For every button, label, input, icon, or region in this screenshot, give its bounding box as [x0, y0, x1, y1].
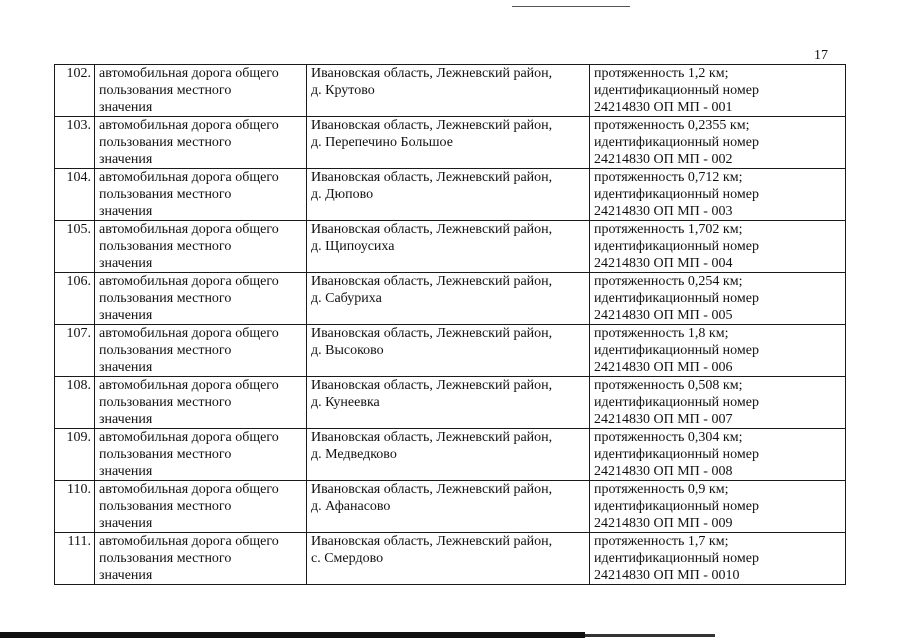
- road-type-line: значения: [99, 100, 153, 115]
- length-line: протяженность 1,702 км;: [594, 222, 743, 237]
- road-type-line: автомобильная дорога общего: [99, 326, 279, 341]
- road-type-cell: [95, 65, 307, 117]
- length-line: протяженность 1,2 км;: [594, 66, 729, 81]
- location-line: Ивановская область, Лежневский район,: [311, 430, 553, 445]
- id-label-line: идентификационный номер: [594, 239, 759, 254]
- location-line: Ивановская область, Лежневский район,: [311, 222, 553, 237]
- road-type-line: значения: [99, 464, 153, 479]
- row-number: 106.: [55, 273, 95, 325]
- details-cell: [590, 533, 846, 585]
- row-number: 109.: [55, 429, 95, 481]
- road-type-cell: [95, 273, 307, 325]
- page-number: 17: [814, 48, 828, 63]
- row-number: 111.: [55, 533, 95, 585]
- id-number-line: 24214830 ОП МП - 002: [594, 152, 733, 167]
- id-number-line: 24214830 ОП МП - 003: [594, 204, 733, 219]
- road-type-line: автомобильная дорога общего: [99, 170, 279, 185]
- road-type-line: значения: [99, 204, 153, 219]
- road-type-line: значения: [99, 360, 153, 375]
- road-type-line: значения: [99, 152, 153, 167]
- road-type-line: пользования местного: [99, 499, 232, 514]
- location-line: Ивановская область, Лежневский район,: [311, 170, 553, 185]
- length-line: протяженность 1,7 км;: [594, 534, 729, 549]
- location-cell: [307, 273, 590, 325]
- location-cell: [307, 221, 590, 273]
- location-line: Ивановская область, Лежневский район,: [311, 274, 553, 289]
- road-type-line: значения: [99, 516, 153, 531]
- road-type-line: пользования местного: [99, 291, 232, 306]
- table-row: [55, 481, 846, 533]
- id-number-line: 24214830 ОП МП - 0010: [594, 568, 740, 583]
- row-number: 103.: [55, 117, 95, 169]
- details-cell: [590, 65, 846, 117]
- road-type-line: автомобильная дорога общего: [99, 378, 279, 393]
- id-number-line: 24214830 ОП МП - 007: [594, 412, 733, 427]
- road-type-line: значения: [99, 256, 153, 271]
- location-cell: [307, 377, 590, 429]
- details-cell: [590, 481, 846, 533]
- location-line: д. Дюпово: [311, 187, 374, 202]
- row-number: 102.: [55, 65, 95, 117]
- table-row: [55, 533, 846, 585]
- location-line: д. Крутово: [311, 83, 375, 98]
- table-row: [55, 221, 846, 273]
- length-line: протяженность 1,8 км;: [594, 326, 729, 341]
- location-line: Ивановская область, Лежневский район,: [311, 326, 553, 341]
- length-line: протяженность 0,712 км;: [594, 170, 743, 185]
- location-cell: [307, 65, 590, 117]
- road-type-line: значения: [99, 568, 153, 583]
- details-cell: [590, 429, 846, 481]
- location-line: с. Смердово: [311, 551, 384, 566]
- row-number: 108.: [55, 377, 95, 429]
- details-cell: [590, 377, 846, 429]
- id-label-line: идентификационный номер: [594, 499, 759, 514]
- road-type-line: автомобильная дорога общего: [99, 274, 279, 289]
- road-type-line: автомобильная дорога общего: [99, 118, 279, 133]
- road-type-line: автомобильная дорога общего: [99, 482, 279, 497]
- location-cell: [307, 169, 590, 221]
- road-type-cell: [95, 481, 307, 533]
- location-cell: [307, 481, 590, 533]
- length-line: протяженность 0,2355 км;: [594, 118, 750, 133]
- registry-body: [55, 65, 846, 585]
- table-row: [55, 169, 846, 221]
- location-line: д. Медведково: [311, 447, 397, 462]
- location-line: Ивановская область, Лежневский район,: [311, 118, 553, 133]
- top-rule: [512, 6, 630, 7]
- details-cell: [590, 325, 846, 377]
- road-type-cell: [95, 377, 307, 429]
- table-row: [55, 429, 846, 481]
- road-type-line: пользования местного: [99, 239, 232, 254]
- road-type-cell: [95, 117, 307, 169]
- location-line: д. Щипоусиха: [311, 239, 395, 254]
- scan-edge-bar: [0, 630, 905, 640]
- id-label-line: идентификационный номер: [594, 187, 759, 202]
- scan-edge-thick: [0, 632, 585, 638]
- id-number-line: 24214830 ОП МП - 004: [594, 256, 733, 271]
- location-line: д. Сабуриха: [311, 291, 382, 306]
- road-registry-table: [54, 64, 846, 585]
- location-line: Ивановская область, Лежневский район,: [311, 66, 553, 81]
- id-label-line: идентификационный номер: [594, 83, 759, 98]
- table-row: [55, 117, 846, 169]
- location-line: д. Перепечино Большое: [311, 135, 453, 150]
- road-type-cell: [95, 325, 307, 377]
- location-line: Ивановская область, Лежневский район,: [311, 482, 553, 497]
- road-type-cell: [95, 169, 307, 221]
- location-line: д. Высоково: [311, 343, 384, 358]
- road-type-line: пользования местного: [99, 343, 232, 358]
- details-cell: [590, 273, 846, 325]
- id-label-line: идентификационный номер: [594, 447, 759, 462]
- location-line: Ивановская область, Лежневский район,: [311, 378, 553, 393]
- row-number: 110.: [55, 481, 95, 533]
- id-label-line: идентификационный номер: [594, 135, 759, 150]
- table-row: [55, 325, 846, 377]
- road-type-line: пользования местного: [99, 135, 232, 150]
- id-number-line: 24214830 ОП МП - 001: [594, 100, 733, 115]
- id-label-line: идентификационный номер: [594, 395, 759, 410]
- location-cell: [307, 429, 590, 481]
- id-label-line: идентификационный номер: [594, 343, 759, 358]
- road-type-line: автомобильная дорога общего: [99, 222, 279, 237]
- road-type-cell: [95, 429, 307, 481]
- row-number: 105.: [55, 221, 95, 273]
- table-row: [55, 273, 846, 325]
- road-type-line: пользования местного: [99, 447, 232, 462]
- road-type-line: пользования местного: [99, 83, 232, 98]
- scan-edge-thin: [585, 634, 715, 637]
- road-type-cell: [95, 221, 307, 273]
- row-number: 104.: [55, 169, 95, 221]
- road-type-line: пользования местного: [99, 395, 232, 410]
- length-line: протяженность 0,9 км;: [594, 482, 729, 497]
- id-label-line: идентификационный номер: [594, 551, 759, 566]
- table-row: [55, 377, 846, 429]
- details-cell: [590, 117, 846, 169]
- id-number-line: 24214830 ОП МП - 006: [594, 360, 733, 375]
- road-type-cell: [95, 533, 307, 585]
- location-line: Ивановская область, Лежневский район,: [311, 534, 553, 549]
- id-label-line: идентификационный номер: [594, 291, 759, 306]
- location-cell: [307, 533, 590, 585]
- details-cell: [590, 221, 846, 273]
- id-number-line: 24214830 ОП МП - 009: [594, 516, 733, 531]
- location-cell: [307, 117, 590, 169]
- length-line: протяженность 0,304 км;: [594, 430, 743, 445]
- road-type-line: значения: [99, 412, 153, 427]
- road-type-line: значения: [99, 308, 153, 323]
- road-type-line: пользования местного: [99, 551, 232, 566]
- table-row: [55, 65, 846, 117]
- row-number: 107.: [55, 325, 95, 377]
- location-line: д. Кунеевка: [311, 395, 380, 410]
- id-number-line: 24214830 ОП МП - 008: [594, 464, 733, 479]
- road-type-line: автомобильная дорога общего: [99, 430, 279, 445]
- id-number-line: 24214830 ОП МП - 005: [594, 308, 733, 323]
- road-type-line: автомобильная дорога общего: [99, 66, 279, 81]
- road-type-line: автомобильная дорога общего: [99, 534, 279, 549]
- location-cell: [307, 325, 590, 377]
- details-cell: [590, 169, 846, 221]
- location-line: д. Афанасово: [311, 499, 391, 514]
- length-line: протяженность 0,508 км;: [594, 378, 743, 393]
- length-line: протяженность 0,254 км;: [594, 274, 743, 289]
- road-type-line: пользования местного: [99, 187, 232, 202]
